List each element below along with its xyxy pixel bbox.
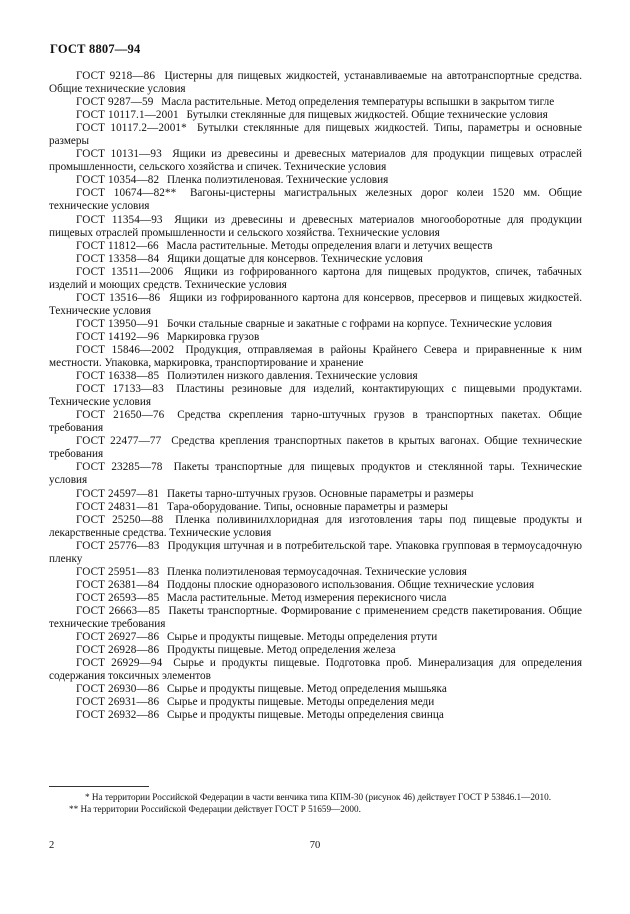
reference-item <box>49 96 582 109</box>
reference-item <box>49 631 582 644</box>
standard-code: ГОСТ 24831—81 <box>76 500 160 513</box>
reference-item <box>49 409 582 435</box>
reference-item <box>49 253 582 266</box>
standard-title: Полиэтилен низкого давления. Технические условия <box>166 370 418 383</box>
reference-item <box>49 214 582 240</box>
reference-item <box>49 174 582 187</box>
standard-code: ГОСТ 26381—84 <box>76 578 160 591</box>
standard-title: Пакеты транспортные. Формирование с применением средств пакетирования. Общие технические требования <box>49 604 583 630</box>
standard-title: Ящики из древесины и древесных материалов многооборотные для продукции пищевых отраслей промышленности и сельского хозяйства. Технические условия <box>49 213 582 239</box>
standard-code: ГОСТ 26932—86 <box>76 709 160 722</box>
standard-code: ГОСТ 26593—85 <box>76 591 160 604</box>
page-number-left: 2 <box>49 840 55 851</box>
reference-item <box>49 579 582 592</box>
reference-item <box>49 461 582 487</box>
reference-item <box>49 644 582 657</box>
standard-code: ГОСТ 26928—86 <box>76 644 160 657</box>
standard-title: Пленка полиэтиленовая термоусадочная. Технические условия <box>166 565 467 578</box>
standard-code: ГОСТ 23285—78 <box>76 461 163 474</box>
reference-item <box>49 383 582 409</box>
reference-item <box>49 592 582 605</box>
document-header: ГОСТ 8807—94 <box>50 42 141 56</box>
reference-item <box>49 187 582 213</box>
standard-code: ГОСТ 9287—59 <box>76 96 154 109</box>
standard-title: Цистерны для пищевых жидкостей, устанавливаемые на автотранспортные средства. Общие технические условия <box>49 70 583 96</box>
standard-code: ГОСТ 25776—83 <box>76 539 160 552</box>
reference-item <box>49 266 582 292</box>
standard-title: Поддоны плоские одноразового использования. Общие технические условия <box>166 578 535 591</box>
footnotes <box>49 791 582 815</box>
standard-code: ГОСТ 10117.2—2001* <box>76 122 187 135</box>
standard-code: ГОСТ 15846—2002 <box>76 343 175 356</box>
reference-item <box>49 605 582 631</box>
reference-item <box>49 514 582 540</box>
standard-code: ГОСТ 10131—93 <box>76 148 162 161</box>
reference-item <box>49 435 582 461</box>
reference-item <box>49 488 582 501</box>
standard-title: Вагоны-цистерны магистральных железных дорог колеи 1520 мм. Общие технические условия <box>49 187 583 213</box>
standard-code: ГОСТ 17133—83 <box>76 383 164 396</box>
standard-title: Пакеты транспортные для пищевых продуктов и стеклянной тары. Технические условия <box>49 461 582 487</box>
reference-item <box>49 292 582 318</box>
reference-item <box>49 709 582 722</box>
reference-item <box>49 540 582 566</box>
standard-code: ГОСТ 26927—86 <box>76 631 160 644</box>
standard-code: ГОСТ 11812—66 <box>76 239 159 252</box>
standard-code: ГОСТ 22477—77 <box>76 435 162 448</box>
reference-item <box>49 318 582 331</box>
standard-title: Средства скрепления тарно-штучных грузов в транспортных пакетах. Общие требования <box>49 409 582 435</box>
standard-title: Сырье и продукты пищевые. Методы определения ртути <box>166 631 438 644</box>
reference-item <box>49 501 582 514</box>
standard-title: Пленка поливинилхлоридная для изготовления тары под пищевые продукты и лекарственные средства. Технические условия <box>49 513 582 539</box>
standard-code: ГОСТ 13516—86 <box>76 291 161 304</box>
standard-title: Пленка полиэтиленовая. Технические условия <box>166 174 389 187</box>
standard-code: ГОСТ 13358—84 <box>76 252 160 265</box>
standard-code: ГОСТ 26663—85 <box>76 604 160 617</box>
footnote-divider <box>49 786 149 787</box>
standard-title: Масла растительные. Метод определения температуры вспышки в закрытом тигле <box>161 96 555 109</box>
standard-code: ГОСТ 21650—76 <box>76 409 165 422</box>
standard-title: Продукция, отправляемая в районы Крайнего Севера и приравненные к ним местности. Упаковка, маркировка, транспортирование и хранение <box>49 343 582 370</box>
reference-item <box>49 70 582 96</box>
standard-code: ГОСТ 10674—82** <box>76 187 177 200</box>
reference-item <box>49 696 582 709</box>
reference-item <box>49 566 582 579</box>
standard-title: Пакеты тарно-штучных грузов. Основные параметры и размеры <box>166 487 474 500</box>
standard-title: Масла растительные. Методы определения влаги и летучих веществ <box>166 239 493 252</box>
reference-list <box>49 70 582 722</box>
standard-code: ГОСТ 24597—81 <box>76 487 160 500</box>
standard-code: ГОСТ 26930—86 <box>76 683 160 696</box>
standard-title: Сырье и продукты пищевые. Подготовка проб. Минерализация для определения содержания токсичных элементов <box>49 657 583 683</box>
standard-title: Ящики из гофрированного картона для пищевых продуктов, спичек, табачных изделий и моющих средств. Технические условия <box>49 265 582 291</box>
footnote-second: ** На территории Российской Федерации действует ГОСТ Р 51659—2000. <box>69 804 361 815</box>
reference-item <box>49 657 582 683</box>
standard-title: Бочки стальные сварные и закатные с гофрами на корпусе. Технические условия <box>166 317 553 330</box>
reference-item <box>49 683 582 696</box>
standard-title: Сырье и продукты пищевые. Методы определения свинца <box>166 709 444 722</box>
standard-title: Сырье и продукты пищевые. Метод определения мышьяка <box>166 683 447 696</box>
standard-code: ГОСТ 10354—82 <box>76 174 160 187</box>
standard-code: ГОСТ 11354—93 <box>76 213 163 226</box>
standard-title: Пластины резиновые для изделий, контактирующих с пищевыми продуктами. Технические условия <box>49 383 582 409</box>
standard-code: ГОСТ 26931—86 <box>76 696 160 709</box>
standard-code: ГОСТ 13511—2006 <box>76 265 174 278</box>
reference-item <box>49 109 582 122</box>
standard-title: Продукты пищевые. Метод определения железа <box>166 644 396 657</box>
standard-code: ГОСТ 13950—91 <box>76 317 160 330</box>
standard-code: ГОСТ 10117.1—2001 <box>76 109 179 122</box>
standard-code: ГОСТ 25951—83 <box>76 565 160 578</box>
standard-title: Ящики из древесины и древесных материалов для продукции пищевых отраслей промышленности, сельского хозяйства и спичек. Технические условия <box>49 148 582 174</box>
standard-title: Масла растительные. Метод измерения перекисного числа <box>166 591 447 604</box>
reference-item <box>49 148 582 174</box>
standard-title: Тара-оборудование. Типы, основные параметры и размеры <box>166 500 448 513</box>
standard-title: Ящики из гофрированного картона для консервов, пресервов и пищевых жидкостей. Технические условия <box>49 291 582 317</box>
reference-item <box>49 240 582 253</box>
standard-title: Ящики дощатые для консервов. Технические условия <box>166 252 423 265</box>
standard-title: Средства крепления транспортных пакетов в крытых вагонах. Общие технические требования <box>49 435 582 461</box>
page-number-center: 70 <box>309 840 321 851</box>
standard-code: ГОСТ 9218—86 <box>76 70 156 82</box>
reference-item <box>49 370 582 383</box>
standard-title: Бутылки стеклянные для пищевых жидкостей. Типы, параметры и основные размеры <box>49 122 583 148</box>
standard-code: ГОСТ 26929—94 <box>76 657 163 670</box>
reference-item <box>49 344 582 370</box>
standard-title: Сырье и продукты пищевые. Методы определения меди <box>166 696 435 709</box>
standard-code: ГОСТ 25250—88 <box>76 513 164 526</box>
footnote-first: * На территории Российской Федерации в части венчика типа КПМ-30 (рисунок 46) действует ГОСТ Р 53846.1—2010. <box>85 792 551 802</box>
standard-title: Продукция штучная и в потребительской таре. Упаковка групповая в термоусадочную пленку <box>49 539 582 565</box>
reference-item <box>49 331 582 344</box>
standard-title: Маркировка грузов <box>166 330 260 343</box>
standard-code: ГОСТ 16338—85 <box>76 370 160 383</box>
reference-item <box>49 122 582 148</box>
standard-title: Бутылки стеклянные для пищевых жидкостей. Общие технические условия <box>186 109 548 122</box>
standard-code: ГОСТ 14192—96 <box>76 330 160 343</box>
